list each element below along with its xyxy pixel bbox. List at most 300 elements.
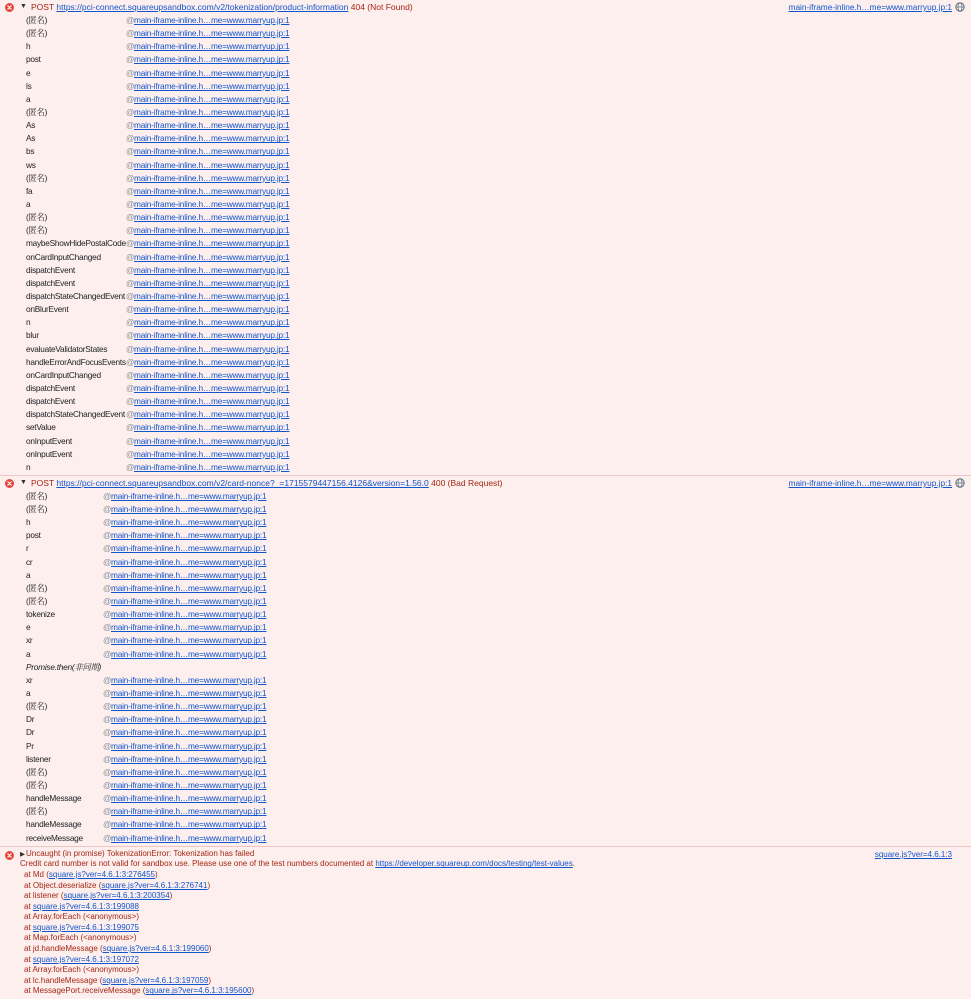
stack-frame-function-name: onInputEvent: [26, 435, 72, 446]
stack-frame-function-name: dispatchStateChangedEvent: [26, 409, 125, 420]
stack-frame-function-name: ws: [26, 159, 36, 170]
at-symbol: @: [103, 490, 112, 501]
stack-frame-row: [0, 211, 971, 224]
stack-frame-row: [0, 503, 971, 516]
exception-stack-line: [0, 881, 971, 892]
exception-stack-line: [0, 912, 971, 923]
stack-frame-source-link[interactable]: main-iframe-inline.h…me=www.marryup.jp:1: [111, 740, 267, 751]
stack-frame-function-name: dispatchEvent: [26, 396, 75, 407]
at-symbol: @: [126, 356, 135, 367]
stack-frame-source-link[interactable]: main-iframe-inline.h…me=www.marryup.jp:1: [134, 369, 290, 380]
at-symbol: @: [103, 714, 112, 725]
stack-trace-list: [0, 490, 971, 845]
stack-frame-source-link[interactable]: main-iframe-inline.h…me=www.marryup.jp:1: [134, 343, 290, 354]
stack-frame-function-name: (匿名): [26, 15, 48, 25]
exception-stack-text: at Md (: [24, 869, 49, 879]
stack-frame-function-name: onInputEvent: [26, 448, 72, 459]
stack-frame-row: [0, 818, 971, 831]
console-error-block-card-nonce: [0, 476, 971, 847]
error-icon: [5, 3, 14, 12]
stack-frame-function-name: maybeShowHidePostalCode: [26, 238, 126, 249]
stack-frame-row: [0, 421, 971, 434]
stack-frame-source-link[interactable]: main-iframe-inline.h…me=www.marryup.jp:1: [134, 172, 290, 183]
at-symbol: @: [103, 648, 112, 659]
stack-frame-source-link[interactable]: main-iframe-inline.h…me=www.marryup.jp:1: [111, 648, 267, 659]
stack-frame-row: [0, 753, 971, 766]
stack-frame-source-link[interactable]: main-iframe-inline.h…me=www.marryup.jp:1: [111, 753, 267, 764]
at-symbol: @: [126, 15, 135, 25]
stack-frame-function-name: (匿名): [26, 806, 48, 817]
exception-stack-source-link[interactable]: square.js?ver=4.6.1:3:276455: [48, 869, 155, 879]
stack-frame-row: [0, 343, 971, 356]
stack-frame-row: [0, 290, 971, 303]
stack-frame-source-link[interactable]: main-iframe-inline.h…me=www.marryup.jp:1: [111, 806, 267, 817]
exception-stack-line: [0, 933, 971, 944]
stack-frame-source-link[interactable]: main-iframe-inline.h…me=www.marryup.jp:1: [111, 569, 267, 580]
stack-frame-row: [0, 556, 971, 569]
stack-frame-source-link[interactable]: main-iframe-inline.h…me=www.marryup.jp:1: [134, 54, 290, 65]
stack-frame-source-link[interactable]: main-iframe-inline.h…me=www.marryup.jp:1: [111, 543, 267, 554]
stack-frame-source-link[interactable]: main-iframe-inline.h…me=www.marryup.jp:1: [134, 356, 290, 367]
stack-frame-row: [0, 726, 971, 739]
at-symbol: @: [126, 382, 135, 393]
error-source-link[interactable]: main-iframe-inline.h…me=www.marryup.jp:1: [788, 2, 952, 12]
stack-frame-source-link[interactable]: main-iframe-inline.h…me=www.marryup.jp:1: [134, 304, 290, 315]
exception-stack-text: ): [208, 944, 212, 954]
stack-frame-source-link[interactable]: main-iframe-inline.h…me=www.marryup.jp:1: [134, 28, 290, 39]
stack-frame-row: [0, 172, 971, 185]
at-symbol: @: [103, 766, 112, 777]
stack-frame-row: [0, 40, 971, 53]
at-symbol: @: [126, 330, 135, 341]
async-boundary-label: Promise.then(非同期): [26, 661, 102, 672]
stack-frame-function-name: setValue: [26, 422, 56, 433]
stack-frame-function-name: a: [26, 688, 31, 699]
stack-frame-row: [0, 251, 971, 264]
stack-frame-function-name: dispatchStateChangedEvent: [26, 290, 125, 301]
at-symbol: @: [126, 93, 135, 104]
stack-frame-function-name: Pr: [26, 740, 34, 751]
at-symbol: @: [103, 740, 112, 751]
at-symbol: @: [126, 238, 135, 249]
exception-stack-text: ): [154, 869, 158, 879]
exception-stack-text: at Array.forEach (<anonymous>): [24, 912, 140, 922]
exception-stack-line: [0, 944, 971, 955]
exception-stack-text: ): [169, 891, 173, 901]
stack-frame-function-name: e: [26, 67, 31, 78]
console-error-block-product-information: [0, 0, 971, 476]
at-symbol: @: [126, 409, 135, 420]
stack-frame-source-link[interactable]: main-iframe-inline.h…me=www.marryup.jp:1: [111, 622, 267, 633]
stack-frame-row: [0, 67, 971, 80]
stack-frame-source-link[interactable]: main-iframe-inline.h…me=www.marryup.jp:1: [134, 212, 290, 223]
stack-frame-source-link[interactable]: main-iframe-inline.h…me=www.marryup.jp:1: [134, 185, 290, 196]
stack-frame-function-name: (匿名): [26, 28, 48, 39]
stack-frame-row: [0, 106, 971, 119]
stack-frame-row: [0, 687, 971, 700]
exception-message: Uncaught (in promise) TokenizationError: Tokenization has failed: [26, 848, 255, 858]
stack-frame-source-link[interactable]: main-iframe-inline.h…me=www.marryup.jp:1: [134, 93, 290, 104]
stack-frame-function-name: n: [26, 317, 31, 328]
at-symbol: @: [103, 543, 112, 554]
stack-frame-function-name: xr: [26, 635, 33, 646]
at-symbol: @: [126, 133, 135, 144]
stack-frame-source-link[interactable]: main-iframe-inline.h…me=www.marryup.jp:1: [111, 727, 267, 738]
at-symbol: @: [126, 290, 135, 301]
stack-frame-function-name: h: [26, 517, 31, 528]
exception-stack-text: at MessagePort.receiveMessage (: [24, 986, 146, 996]
error-header: [0, 0, 971, 14]
stack-frame-source-link[interactable]: main-iframe-inline.h…me=www.marryup.jp:1: [134, 80, 290, 91]
stack-frame-row: [0, 27, 971, 40]
at-symbol: @: [103, 504, 112, 515]
stack-frame-row: [0, 461, 971, 474]
exception-stack-source-link[interactable]: square.js?ver=4.6.1:3:199075: [32, 922, 139, 932]
at-symbol: @: [103, 727, 112, 738]
stack-frame-source-link[interactable]: main-iframe-inline.h…me=www.marryup.jp:1: [134, 251, 290, 262]
exception-stack-text: at lc.handleMessage (: [24, 975, 103, 985]
stack-frame-row: [0, 621, 971, 634]
at-symbol: @: [126, 435, 135, 446]
stack-frame-row: [0, 119, 971, 132]
stack-frame-source-link[interactable]: main-iframe-inline.h…me=www.marryup.jp:1: [111, 596, 267, 607]
stack-frame-source-link[interactable]: main-iframe-inline.h…me=www.marryup.jp:1: [134, 277, 290, 288]
stack-frame-function-name: (匿名): [26, 701, 48, 712]
stack-frame-row: [0, 832, 971, 845]
stack-frame-source-link[interactable]: main-iframe-inline.h…me=www.marryup.jp:1: [111, 714, 267, 725]
stack-frame-row: [0, 356, 971, 369]
stack-frame-row: [0, 805, 971, 818]
exception-stack-source-link[interactable]: square.js?ver=4.6.1:3:195600: [145, 986, 252, 996]
stack-trace-list: [0, 14, 971, 474]
stack-frame-source-link[interactable]: main-iframe-inline.h…me=www.marryup.jp:1: [134, 225, 290, 236]
exception-stack-line: [0, 891, 971, 902]
at-symbol: @: [103, 556, 112, 567]
stack-frame-source-link[interactable]: main-iframe-inline.h…me=www.marryup.jp:1: [111, 517, 267, 528]
stack-frame-function-name: handleMessage: [26, 819, 82, 830]
exception-stack-source-link[interactable]: square.js?ver=4.6.1:3:197072: [32, 954, 139, 964]
stack-frame-row: [0, 569, 971, 582]
stack-frame-function-name: (匿名): [26, 504, 48, 515]
stack-frame-row: [0, 277, 971, 290]
at-symbol: @: [126, 343, 135, 354]
exception-stack-line: [0, 976, 971, 987]
error-message: [31, 478, 736, 489]
frame-globe-icon[interactable]: [955, 478, 965, 488]
at-symbol: @: [103, 609, 112, 620]
stack-frame-row: [0, 634, 971, 647]
stack-frame-source-link[interactable]: main-iframe-inline.h…me=www.marryup.jp:1: [134, 198, 290, 209]
exception-stack-line: [0, 870, 971, 881]
async-boundary-row: [0, 661, 971, 674]
exception-description-period: .: [572, 859, 575, 869]
at-symbol: @: [126, 264, 135, 275]
at-symbol: @: [126, 251, 135, 262]
stack-frame-function-name: Dr: [26, 714, 35, 725]
stack-frame-source-link[interactable]: main-iframe-inline.h…me=www.marryup.jp:1: [134, 120, 290, 131]
exception-stack-text: at Map.forEach (<anonymous>): [24, 933, 137, 943]
stack-frame-source-link[interactable]: main-iframe-inline.h…me=www.marryup.jp:1: [134, 159, 290, 170]
stack-frame-source-link[interactable]: main-iframe-inline.h…me=www.marryup.jp:1: [111, 674, 267, 685]
stack-frame-function-name: (匿名): [26, 212, 48, 223]
exception-stack-text: at Array.forEach (<anonymous>): [24, 965, 140, 975]
at-symbol: @: [126, 80, 135, 91]
stack-frame-row: [0, 93, 971, 106]
expand-caret-icon[interactable]: ▼: [20, 478, 27, 486]
stack-frame-function-name: As: [26, 133, 36, 144]
stack-frame-source-link[interactable]: main-iframe-inline.h…me=www.marryup.jp:1: [111, 766, 267, 777]
stack-frame-function-name: a: [26, 198, 31, 209]
at-symbol: @: [103, 819, 112, 830]
exception-stack-text: at: [24, 922, 33, 932]
stack-frame-function-name: dispatchEvent: [26, 382, 75, 393]
exception-stack-text: ): [208, 975, 212, 985]
stack-frame-function-name: handleMessage: [26, 793, 82, 804]
stack-frame-source-link[interactable]: main-iframe-inline.h…me=www.marryup.jp:1: [134, 396, 290, 407]
stack-frame-source-link[interactable]: main-iframe-inline.h…me=www.marryup.jp:1: [111, 490, 267, 501]
stack-frame-row: [0, 779, 971, 792]
at-symbol: @: [126, 212, 135, 223]
stack-frame-source-link[interactable]: main-iframe-inline.h…me=www.marryup.jp:1: [111, 582, 267, 593]
exception-stack-text: ): [251, 986, 255, 996]
stack-frame-function-name: (匿名): [26, 766, 48, 777]
stack-frame-source-link[interactable]: main-iframe-inline.h…me=www.marryup.jp:1: [134, 409, 290, 420]
error-message: [31, 2, 736, 13]
stack-frame-row: [0, 674, 971, 687]
at-symbol: @: [103, 569, 112, 580]
at-symbol: @: [103, 688, 112, 699]
request-method: POST: [31, 477, 54, 488]
stack-frame-source-link[interactable]: main-iframe-inline.h…me=www.marryup.jp:1: [111, 688, 267, 699]
stack-frame-function-name: Dr: [26, 727, 35, 738]
at-symbol: @: [126, 146, 135, 157]
exception-stack-source-link[interactable]: square.js?ver=4.6.1:3:276741: [101, 880, 208, 890]
stack-frame-function-name: h: [26, 41, 31, 52]
exception-stack-text: at: [24, 954, 33, 964]
stack-frame-function-name: e: [26, 622, 31, 633]
stack-frame-source-link[interactable]: main-iframe-inline.h…me=www.marryup.jp:1: [111, 780, 267, 791]
stack-frame-function-name: blur: [26, 330, 39, 341]
stack-frame-function-name: cr: [26, 556, 33, 567]
at-symbol: @: [126, 120, 135, 131]
at-symbol: @: [103, 674, 112, 685]
stack-frame-row: [0, 224, 971, 237]
stack-frame-source-link[interactable]: main-iframe-inline.h…me=www.marryup.jp:1: [134, 67, 290, 78]
stack-frame-function-name: dispatchEvent: [26, 264, 75, 275]
stack-frame-source-link[interactable]: main-iframe-inline.h…me=www.marryup.jp:1: [134, 238, 290, 249]
exception-stack-source-link[interactable]: square.js?ver=4.6.1:3:199088: [32, 901, 139, 911]
at-symbol: @: [126, 422, 135, 433]
exception-stack-source-link[interactable]: square.js?ver=4.6.1:3:199060: [102, 944, 209, 954]
stack-frame-function-name: listener: [26, 753, 51, 764]
stack-frame-function-name: tokenize: [26, 609, 55, 620]
request-url-link[interactable]: https://pci-connect.squareupsandbox.com/v2/tokenization/product-information: [56, 2, 349, 12]
at-symbol: @: [126, 159, 135, 170]
at-symbol: @: [126, 277, 135, 288]
stack-frame-row: [0, 740, 971, 753]
at-symbol: @: [126, 461, 135, 472]
stack-frame-function-name: ls: [26, 80, 32, 91]
stack-frame-row: [0, 542, 971, 555]
frame-globe-icon[interactable]: [955, 2, 965, 12]
stack-frame-row: [0, 648, 971, 661]
exception-stack-line: [0, 955, 971, 966]
at-symbol: @: [103, 517, 112, 528]
stack-frame-source-link[interactable]: main-iframe-inline.h…me=www.marryup.jp:1: [111, 635, 267, 646]
stack-frame-row: [0, 595, 971, 608]
at-symbol: @: [126, 28, 135, 39]
stack-frame-row: [0, 145, 971, 158]
stack-frame-row: [0, 198, 971, 211]
stack-frame-function-name: (匿名): [26, 490, 48, 501]
stack-frame-row: [0, 582, 971, 595]
stack-frame-row: [0, 159, 971, 172]
at-symbol: @: [103, 793, 112, 804]
stack-frame-function-name: handleErrorAndFocusEvents: [26, 356, 126, 367]
stack-frame-source-link[interactable]: main-iframe-inline.h…me=www.marryup.jp:1: [134, 435, 290, 446]
exception-stack-text: at listener (: [24, 891, 64, 901]
stack-frame-row: [0, 185, 971, 198]
at-symbol: @: [126, 304, 135, 315]
exception-stack-line: [0, 902, 971, 913]
stack-frame-row: [0, 14, 971, 27]
stack-frame-source-link[interactable]: main-iframe-inline.h…me=www.marryup.jp:1: [134, 317, 290, 328]
stack-frame-source-link[interactable]: main-iframe-inline.h…me=www.marryup.jp:1: [134, 330, 290, 341]
stack-frame-source-link[interactable]: main-iframe-inline.h…me=www.marryup.jp:1: [134, 146, 290, 157]
exception-stack-source-link[interactable]: square.js?ver=4.6.1:3:197059: [102, 975, 209, 985]
stack-frame-source-link[interactable]: main-iframe-inline.h…me=www.marryup.jp:1: [134, 382, 290, 393]
stack-frame-function-name: (匿名): [26, 780, 48, 791]
stack-frame-row: [0, 516, 971, 529]
expand-caret-icon[interactable]: ▶: [20, 850, 25, 858]
stack-frame-source-link[interactable]: main-iframe-inline.h…me=www.marryup.jp:1: [134, 448, 290, 459]
stack-frame-source-link[interactable]: main-iframe-inline.h…me=www.marryup.jp:1: [134, 133, 290, 144]
stack-frame-source-link[interactable]: main-iframe-inline.h…me=www.marryup.jp:1: [111, 701, 267, 712]
stack-frame-function-name: onCardInputChanged: [26, 369, 101, 380]
stack-frame-source-link[interactable]: main-iframe-inline.h…me=www.marryup.jp:1: [134, 15, 290, 25]
stack-frame-source-link[interactable]: main-iframe-inline.h…me=www.marryup.jp:1: [111, 609, 267, 620]
at-symbol: @: [126, 67, 135, 78]
at-symbol: @: [103, 635, 112, 646]
stack-frame-function-name: (匿名): [26, 225, 48, 236]
stack-frame-function-name: post: [26, 54, 41, 65]
stack-frame-function-name: evaluateValidatorStates: [26, 343, 108, 354]
at-symbol: @: [126, 448, 135, 459]
exception-description: [0, 859, 971, 870]
at-symbol: @: [126, 198, 135, 209]
stack-frame-row: [0, 700, 971, 713]
stack-frame-row: [0, 303, 971, 316]
stack-frame-source-link[interactable]: main-iframe-inline.h…me=www.marryup.jp:1: [134, 41, 290, 52]
test-values-doc-link[interactable]: https://developer.squareup.com/docs/testing/test-values: [375, 859, 573, 869]
stack-frame-function-name: bs: [26, 146, 35, 157]
stack-frame-function-name: a: [26, 93, 31, 104]
exception-stack-line: [0, 986, 971, 997]
stack-frame-source-link[interactable]: main-iframe-inline.h…me=www.marryup.jp:1: [134, 106, 290, 117]
request-url-link[interactable]: https://pci-connect.squareupsandbox.com/v2/card-nonce?_=1715579447156.4126&version=1.56.0: [56, 477, 429, 488]
stack-frame-function-name: post: [26, 530, 41, 541]
at-symbol: @: [103, 701, 112, 712]
stack-frame-row: [0, 237, 971, 250]
stack-frame-source-link[interactable]: main-iframe-inline.h…me=www.marryup.jp:1: [111, 504, 267, 515]
stack-frame-source-link[interactable]: main-iframe-inline.h…me=www.marryup.jp:1: [134, 461, 290, 472]
stack-frame-row: [0, 329, 971, 342]
error-source-link[interactable]: square.js?ver=4.6.1:3: [874, 849, 952, 859]
at-symbol: @: [103, 780, 112, 791]
at-symbol: @: [126, 172, 135, 183]
stack-frame-function-name: (匿名): [26, 582, 48, 593]
request-status: 404 (Not Found): [350, 2, 413, 12]
stack-frame-function-name: (匿名): [26, 172, 48, 183]
stack-frame-row: [0, 713, 971, 726]
stack-frame-row: [0, 766, 971, 779]
exception-stack-line: [0, 923, 971, 934]
at-symbol: @: [126, 54, 135, 65]
stack-frame-function-name: a: [26, 648, 31, 659]
stack-frame-source-link[interactable]: main-iframe-inline.h…me=www.marryup.jp:1: [111, 819, 267, 830]
stack-frame-row: [0, 132, 971, 145]
at-symbol: @: [126, 369, 135, 380]
stack-frame-function-name: n: [26, 461, 31, 472]
stack-frame-function-name: (匿名): [26, 106, 48, 117]
error-icon: [5, 851, 14, 860]
at-symbol: @: [126, 396, 135, 407]
stack-frame-function-name: receiveMessage: [26, 832, 83, 843]
at-symbol: @: [126, 317, 135, 328]
stack-frame-row: [0, 382, 971, 395]
stack-frame-row: [0, 80, 971, 93]
stack-frame-function-name: onCardInputChanged: [26, 251, 101, 262]
at-symbol: @: [126, 41, 135, 52]
expand-caret-icon[interactable]: ▼: [20, 3, 27, 10]
stack-frame-row: [0, 53, 971, 66]
at-symbol: @: [103, 806, 112, 817]
exception-stack-list: [0, 870, 971, 997]
stack-frame-row: [0, 264, 971, 277]
exception-description-text: Credit card number is not valid for sandbox use. Please use one of the test numbers documented at: [20, 859, 376, 869]
error-source-link[interactable]: main-iframe-inline.h…me=www.marryup.jp:1: [788, 477, 952, 488]
stack-frame-source-link[interactable]: main-iframe-inline.h…me=www.marryup.jp:1: [111, 832, 267, 843]
exception-stack-text: ): [207, 880, 211, 890]
exception-stack-line: [0, 965, 971, 976]
request-status: 400 (Bad Request): [431, 477, 503, 488]
stack-frame-source-link[interactable]: main-iframe-inline.h…me=www.marryup.jp:1: [134, 290, 290, 301]
at-symbol: @: [103, 582, 112, 593]
stack-frame-function-name: (匿名): [26, 596, 48, 607]
stack-frame-function-name: dispatchEvent: [26, 277, 75, 288]
stack-frame-row: [0, 395, 971, 408]
stack-frame-source-link[interactable]: main-iframe-inline.h…me=www.marryup.jp:1: [134, 422, 290, 433]
stack-frame-source-link[interactable]: main-iframe-inline.h…me=www.marryup.jp:1: [111, 530, 267, 541]
exception-stack-source-link[interactable]: square.js?ver=4.6.1:3:200354: [63, 891, 170, 901]
exception-stack-text: at jd.handleMessage (: [24, 944, 103, 954]
stack-frame-function-name: r: [26, 543, 29, 554]
stack-frame-source-link[interactable]: main-iframe-inline.h…me=www.marryup.jp:1: [111, 793, 267, 804]
stack-frame-source-link[interactable]: main-iframe-inline.h…me=www.marryup.jp:1: [111, 556, 267, 567]
at-symbol: @: [126, 225, 135, 236]
error-header: [0, 476, 971, 490]
stack-frame-function-name: As: [26, 120, 36, 131]
stack-frame-source-link[interactable]: main-iframe-inline.h…me=www.marryup.jp:1: [134, 264, 290, 275]
stack-frame-row: [0, 792, 971, 805]
stack-frame-row: [0, 408, 971, 421]
stack-frame-row: [0, 448, 971, 461]
request-method: POST: [31, 2, 54, 12]
stack-frame-function-name: xr: [26, 674, 33, 685]
error-icon: [5, 479, 14, 488]
at-symbol: @: [126, 185, 135, 196]
stack-frame-row: [0, 316, 971, 329]
